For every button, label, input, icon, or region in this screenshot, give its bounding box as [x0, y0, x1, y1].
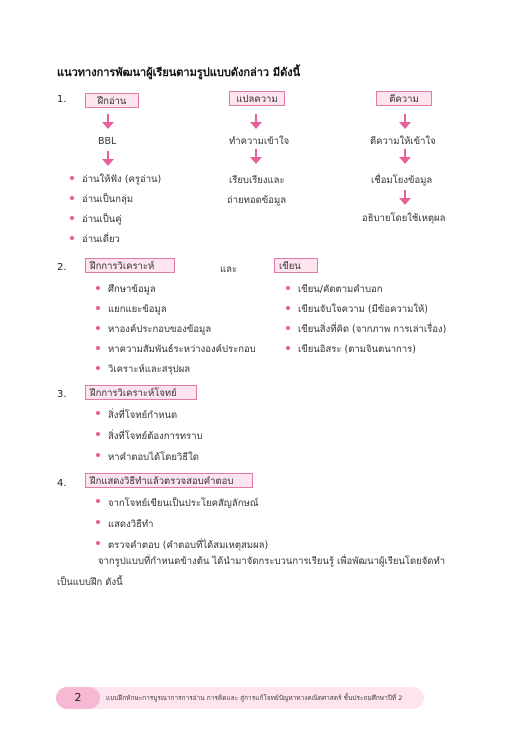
- list-item: หาคำตอบได้โดยวิธีใด: [94, 447, 203, 468]
- explain-reason-label: อธิบายโดยใช้เหตุผล: [362, 213, 446, 224]
- section2-number: 2.: [57, 262, 67, 273]
- reading-modes-list: [68, 170, 161, 250]
- arrow-down-icon: [101, 114, 115, 130]
- list-item: หาองค์ประกอบของข้อมูล: [94, 320, 256, 340]
- box-analysis: ฝึกการวิเคราะห์: [85, 258, 175, 273]
- list-item: หาความสัมพันธ์ระหว่างองค์ประกอบ: [94, 340, 256, 360]
- list-item: สิ่งที่โจทย์กำหนด: [94, 405, 203, 426]
- list-item: แยกแยะข้อมูล: [94, 300, 256, 320]
- box-practice-reading: ฝึกอ่าน: [85, 93, 139, 108]
- problem-analysis-list: [94, 405, 203, 468]
- section3-number: 3.: [57, 389, 67, 400]
- understand-label: ทำความเข้าใจ: [229, 136, 290, 147]
- show-method-list: [94, 493, 268, 556]
- convey-label: ถ่ายทอดข้อมูล: [227, 195, 287, 206]
- arrange-label: เรียบเรียงและ: [229, 175, 285, 186]
- list-item: ศึกษาข้อมูล: [94, 280, 256, 300]
- list-item: อ่านเป็นคู่: [68, 210, 161, 230]
- writing-list: [284, 280, 446, 360]
- and-label: และ: [220, 264, 238, 275]
- box-problem-analysis: ฝึกการวิเคราะห์โจทย์: [85, 385, 197, 400]
- list-item: เขียน/คัดตามคำบอก: [284, 280, 446, 300]
- list-item: อ่านให้ฟัง (ครูอ่าน): [68, 170, 161, 190]
- list-item: อ่านเดี่ยว: [68, 230, 161, 250]
- page-heading: แนวทางการพัฒนาผู้เรียนตามรูปแบบดังกล่าว มีดังนี้: [57, 66, 301, 79]
- list-item: เขียนสิ่งที่คิด (จากภาพ การเล่าเรื่อง): [284, 320, 446, 340]
- arrow-down-icon: [398, 190, 412, 206]
- list-item: วิเคราะห์และสรุปผล: [94, 360, 256, 380]
- box-translate: แปลความ: [229, 91, 285, 106]
- section1-number: 1.: [57, 94, 67, 105]
- list-item: สิ่งที่โจทย์ต้องการทราบ: [94, 426, 203, 447]
- bbl-label: BBL: [98, 136, 117, 147]
- list-item: ตรวจคำตอบ (คำตอบที่ได้สมเหตุสมผล): [94, 535, 268, 556]
- page-number: 2: [56, 687, 100, 709]
- box-writing: เขียน: [274, 258, 318, 273]
- arrow-down-icon: [101, 151, 115, 167]
- arrow-down-icon: [249, 114, 263, 130]
- list-item: เขียนจับใจความ (มีข้อความให้): [284, 300, 446, 320]
- list-item: เขียนอิสระ (ตามจินตนาการ): [284, 340, 446, 360]
- link-data-label: เชื่อมโยงข้อมูล: [371, 175, 433, 186]
- list-item: แสดงวิธีทำ: [94, 514, 268, 535]
- interpret-understand-label: ตีความให้เข้าใจ: [370, 136, 436, 147]
- paragraph-line2: เป็นแบบฝึก ดังนี้: [57, 577, 123, 588]
- arrow-down-icon: [398, 114, 412, 130]
- arrow-down-icon: [398, 149, 412, 165]
- box-interpret: ตีความ: [376, 91, 432, 106]
- footer-title: แบบฝึกทักษะการบูรณาการการอ่าน การคิดและ สู่การแก้โจทย์ปัญหาทางคณิตศาสตร์ ชั้นประถมศึกษาปีที่ 2: [106, 694, 403, 702]
- list-item: จากโจทย์เขียนเป็นประโยคสัญลักษณ์: [94, 493, 268, 514]
- box-show-method: ฝึกแสดงวิธีทำแล้วตรวจสอบคำตอบ: [85, 473, 253, 488]
- analysis-list: [94, 280, 256, 380]
- section4-number: 4.: [57, 478, 67, 489]
- list-item: อ่านเป็นกลุ่ม: [68, 190, 161, 210]
- arrow-down-icon: [249, 149, 263, 165]
- paragraph-line1: จากรูปแบบที่กำหนดข้างต้น ได้นำมาจัดกระบวนการเรียนรู้ เพื่อพัฒนาผู้เรียนโดยจัดทำ: [98, 556, 446, 567]
